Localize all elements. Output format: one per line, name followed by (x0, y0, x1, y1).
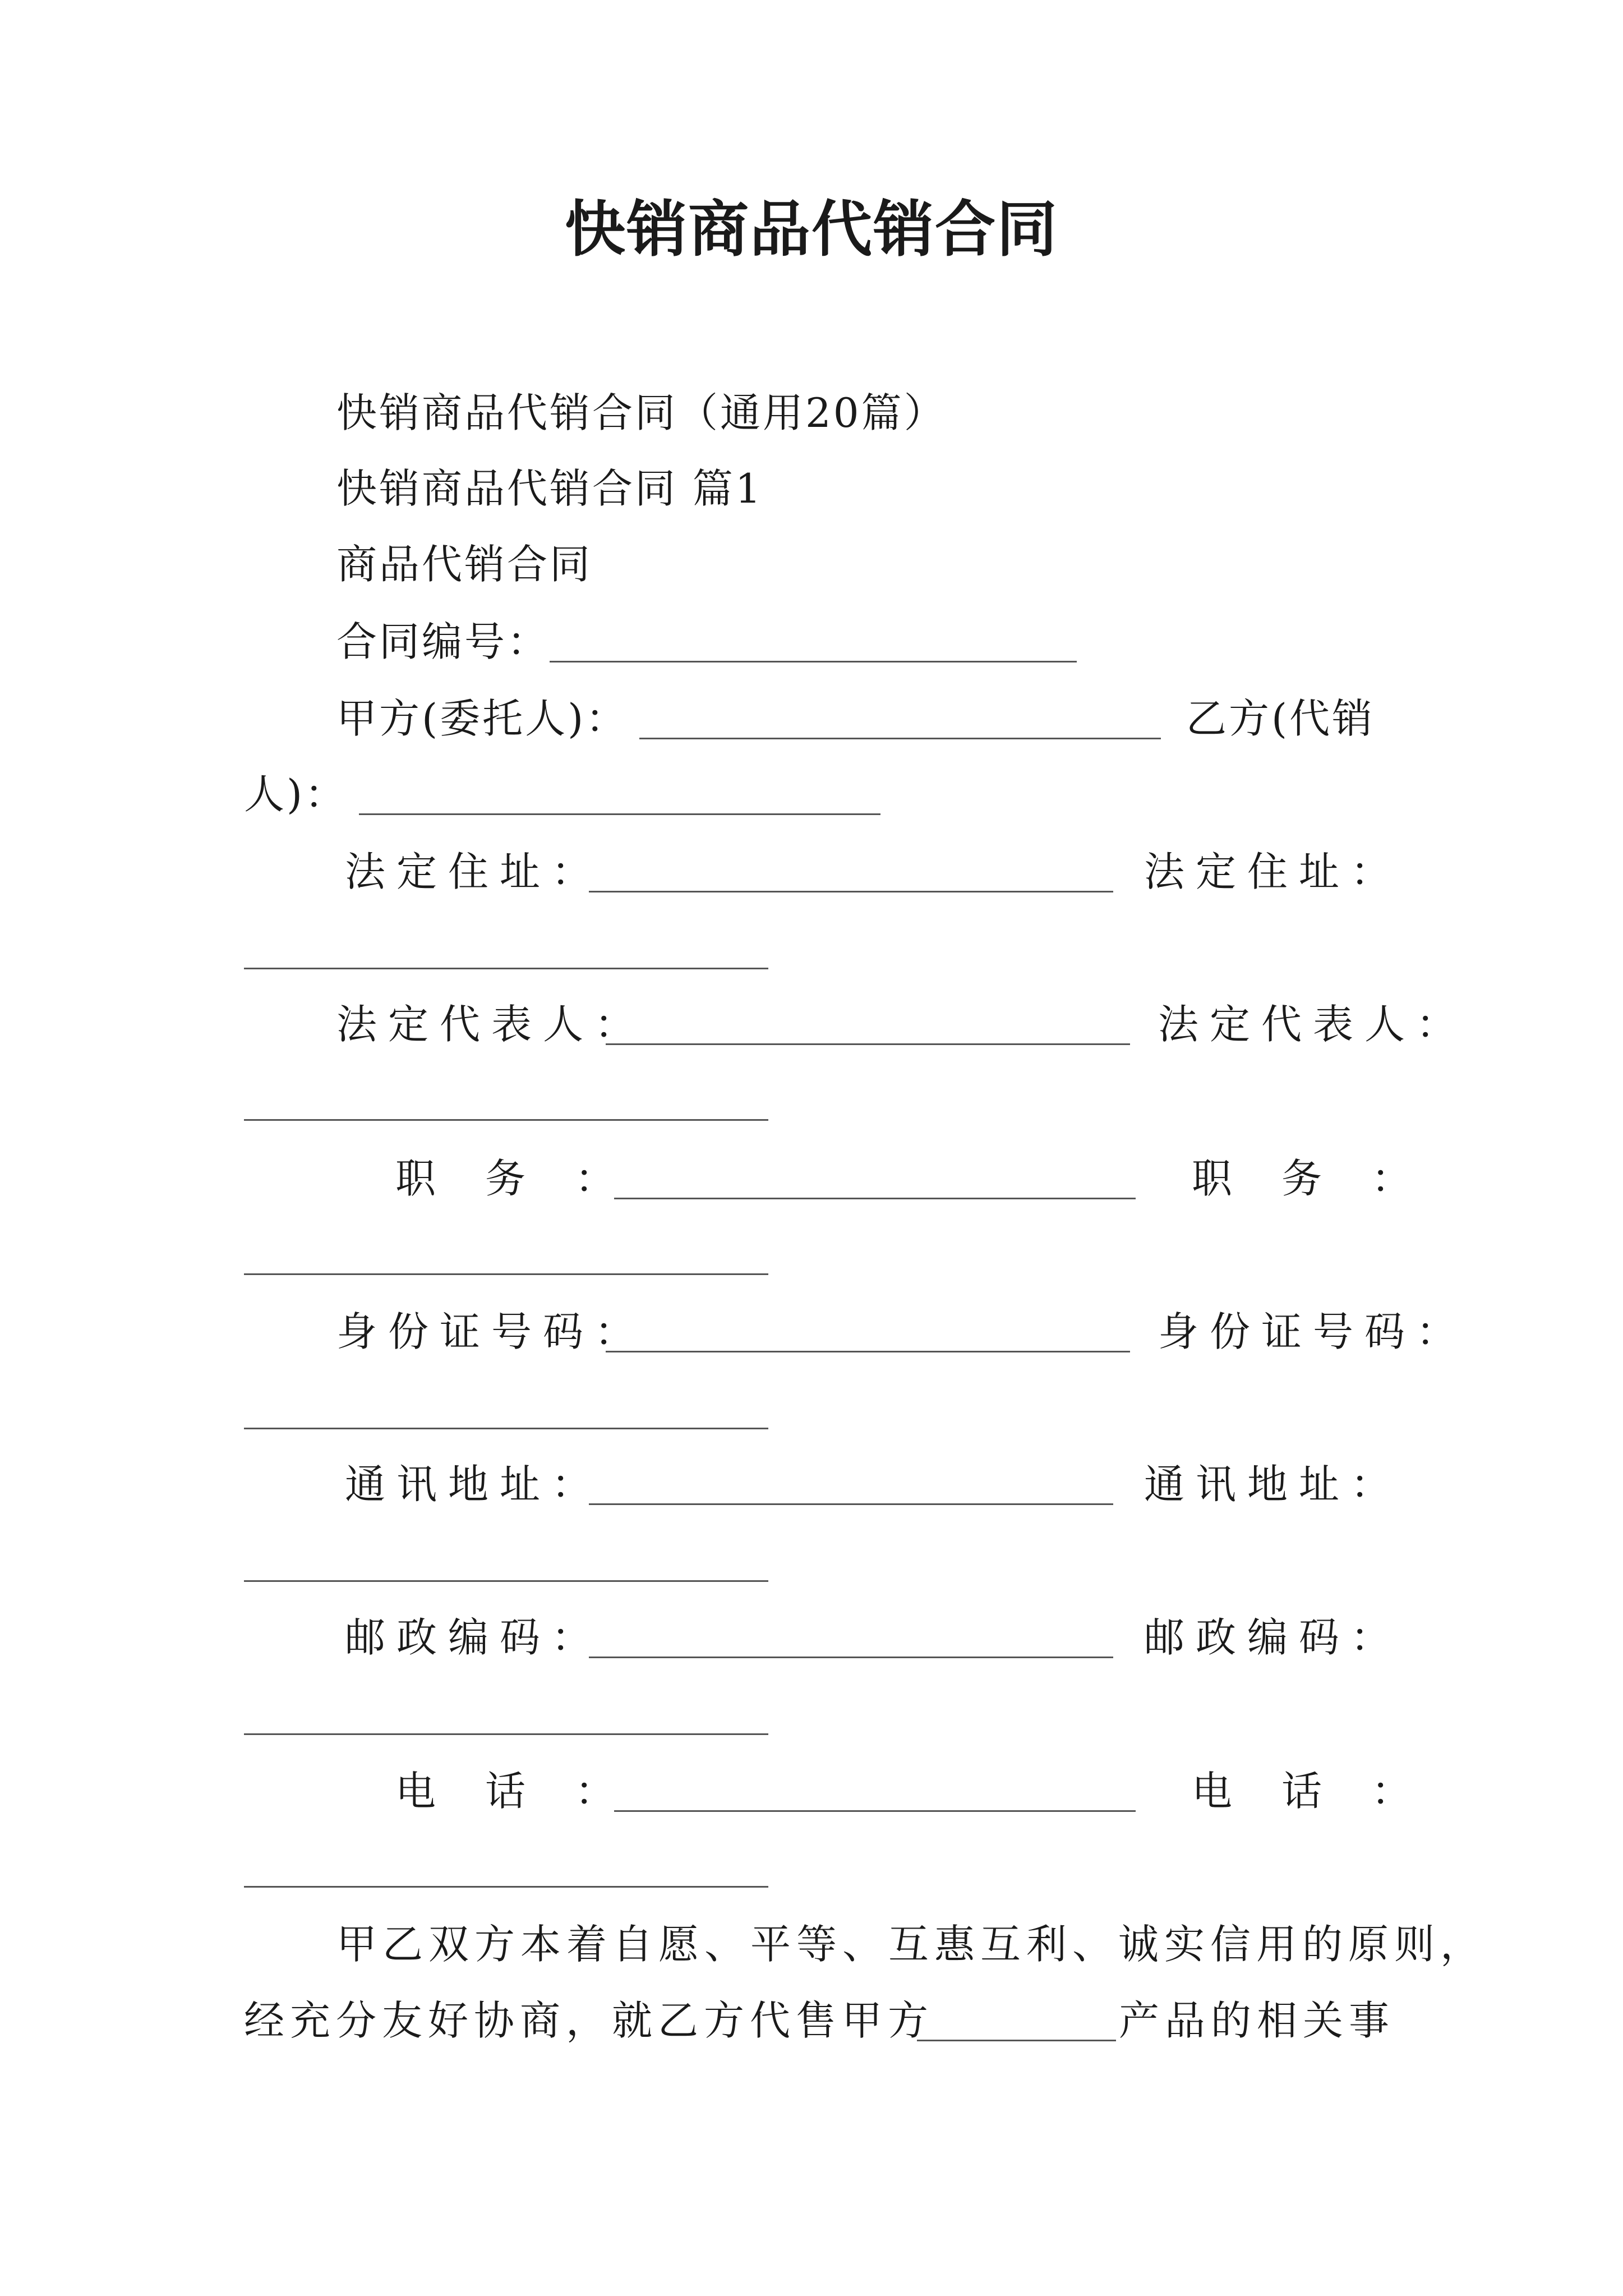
position-label-b: 职务： (1192, 1155, 1461, 1202)
party-b-label-part2: 人)： (244, 771, 348, 818)
party-a-label: 甲方(委托人)： (336, 695, 629, 742)
party-b-blank (359, 813, 880, 815)
position-blank-b (244, 1273, 768, 1275)
phone-label-b: 电话： (1192, 1768, 1461, 1815)
product-blank (917, 2040, 1116, 2041)
legal-rep-blank-a (606, 1043, 1130, 1045)
mailing-address-label-a: 通讯地址： (345, 1461, 603, 1508)
phone-blank-a (614, 1810, 1136, 1812)
legal-rep-label-b: 法定代表人： (1158, 1001, 1468, 1048)
position-label-a: 职务： (395, 1155, 665, 1202)
legal-rep-label-a: 法定代表人： (336, 1001, 647, 1048)
mailing-address-blank-b (244, 1580, 768, 1582)
postal-code-label-b: 邮政编码： (1144, 1614, 1403, 1661)
body-line-1: 甲乙双方本着自愿、平等、互惠互利、诚实信用的原则， (336, 1921, 1487, 1968)
document-title: 快销商品代销合同 (564, 194, 1058, 265)
postal-code-blank-b (244, 1733, 768, 1735)
phone-label-a: 电话： (395, 1768, 665, 1815)
legal-address-blank-a (589, 891, 1113, 892)
body-line-2-part2: 产品的相关事 (1119, 1997, 1395, 2044)
intro-line-3: 商品代销合同 (336, 541, 593, 588)
postal-code-label-a: 邮政编码： (345, 1614, 603, 1661)
postal-code-blank-a (589, 1657, 1113, 1658)
contract-number-blank (550, 661, 1077, 662)
phone-blank-b (244, 1886, 768, 1888)
contract-number-label: 合同编号： (336, 618, 550, 665)
id-number-blank-b (244, 1428, 768, 1429)
party-a-blank (639, 738, 1161, 739)
intro-line-1: 快销商品代销合同（通用20篇） (336, 389, 947, 436)
mailing-address-blank-a (589, 1503, 1113, 1505)
mailing-address-label-b: 通讯地址： (1144, 1461, 1403, 1508)
id-number-label-b: 身份证号码： (1158, 1308, 1468, 1355)
body-line-2-part1: 经充分友好协商，就乙方代售甲方 (244, 1997, 934, 2044)
legal-address-blank-b (244, 968, 768, 969)
legal-address-label-b: 法定住址： (1144, 848, 1403, 895)
intro-line-2: 快销商品代销合同 篇1 (336, 465, 763, 512)
party-b-label-part1: 乙方(代销 (1186, 695, 1375, 742)
id-number-blank-a (606, 1351, 1130, 1352)
position-blank-a (614, 1198, 1136, 1199)
id-number-label-a: 身份证号码： (336, 1308, 647, 1355)
legal-rep-blank-b (244, 1119, 768, 1121)
legal-address-label-a: 法定住址： (345, 848, 603, 895)
